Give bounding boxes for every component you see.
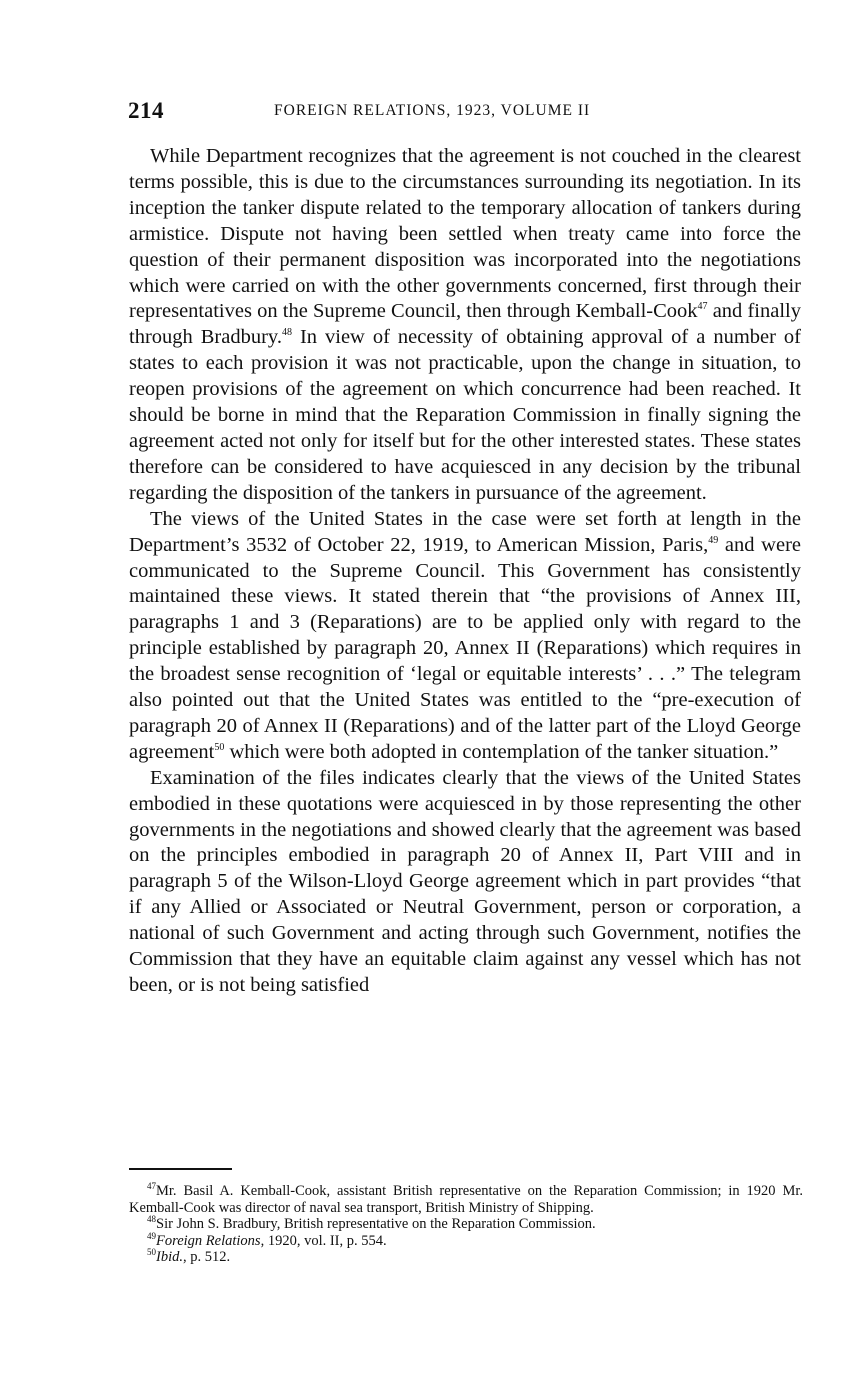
footnote-48-text: Sir John S. Bradbury, British representative on the Reparation Commission. — [156, 1216, 596, 1232]
paragraph-2-text-b: and were communicated to the Supreme Council. This Government has consistently maintained these views. It stated therein that “the provisions of Annex III, paragraphs 1 and 3 (Reparations) are to be applied only with regard to the principle established by paragraph 20, Annex II (Reparations) which requires in the broadest sense recognition of ‘legal or equitable interests’ . . .” The telegram also pointed out that the United States was entitled to the “pre-execution of paragraph 20 of Annex II (Reparations) and of the latter part of the Lloyd George agreement — [129, 533, 801, 763]
footnote-50-number: 50 — [147, 1247, 156, 1258]
footnote-ref-48: 48 — [281, 327, 292, 339]
paragraph-3-text: Examination of the files indicates clearly that the views of the United States embodied in these quotations were acquiesced in by those representing the other governments in the negotiations and showed clearly that the agreement was based on the principles embodied in paragraph 20 of Annex II, Part VIII and in paragraph 5 of the Wilson-Lloyd George agreement which in part provides “that if any Allied or Associated or Neutral Government, person or corporation, a national of such Government and acting through such Government, notifies the Commission that they have an equitable claim against any vessel which has not been, or is not being satisfied — [129, 766, 801, 996]
paragraph-1-text-a: While Department recognizes that the agreement is not couched in the clearest terms possible, this is due to the circumstances surrounding its negotiation. In its inception the tanker dispute related to the temporary allocation of tankers during armistice. Dispute not having been settled when treaty came into force the question of their permanent disposition was incorporated into the negotiations which were carried on with the other governments concerned, first through their representatives on the Supreme Council, then through Kemball-Cook — [129, 145, 801, 323]
footnote-49 — [129, 1230, 803, 1250]
paragraph-1-text-c: In view of necessity of obtaining approval of a number of states to each provision it was not practicable, upon the change in situation, to reopen provisions of the agreement on which concurrence had been reached. It should be borne in mind that the Reparation Commission in finally signing the agreement acted not only for itself but for the other interested states. These states therefore can be considered to have acquiesced in any decision by the tribunal regarding the disposition of the tankers in pursuance of the agreement. — [129, 326, 801, 504]
footnote-48 — [129, 1216, 803, 1233]
footnote-ref-47: 47 — [697, 301, 708, 313]
paragraph-1 — [129, 144, 801, 507]
footnote-ref-50: 50 — [214, 742, 225, 754]
paragraph-2-text-a: The views of the United States in the case were set forth at length in the Department’s 3532 of October 22, 1919, to American Mission, Paris, — [129, 507, 801, 556]
running-title: FOREIGN RELATIONS, 1923, VOLUME II — [274, 102, 591, 119]
footnote-49-number: 49 — [147, 1230, 156, 1241]
footnote-49-title: Foreign Relations — [156, 1232, 261, 1249]
footnote-divider — [129, 1168, 232, 1170]
footnote-47 — [129, 1183, 803, 1216]
footnote-50 — [129, 1249, 803, 1266]
footnotes — [129, 1183, 803, 1266]
footnote-ref-49: 49 — [708, 534, 719, 546]
footnote-48-number: 48 — [147, 1214, 156, 1225]
footnote-50-title: Ibid. — [156, 1249, 183, 1265]
body-text — [129, 144, 801, 999]
footnote-47-number: 47 — [147, 1181, 156, 1192]
footnote-47-text: Mr. Basil A. Kemball-Cook, assistant British representative on the Reparation Commission; in 1920 Mr. Kemball-Cook was director of naval sea transport, British Ministry of Shipping. — [129, 1183, 803, 1216]
footnote-49-text: , 1920, vol. II, p. 554. — [260, 1232, 387, 1249]
paragraph-1-text-b: and finally through Bradbury. — [129, 300, 801, 349]
page-header — [128, 98, 803, 128]
paragraph-3 — [129, 766, 801, 999]
paragraph-2-text-c: which were both adopted in contemplation of the tanker situation.” — [224, 740, 779, 763]
footnote-50-text: , p. 512. — [182, 1249, 231, 1265]
page-number: 214 — [128, 98, 164, 123]
paragraph-2 — [129, 507, 801, 766]
